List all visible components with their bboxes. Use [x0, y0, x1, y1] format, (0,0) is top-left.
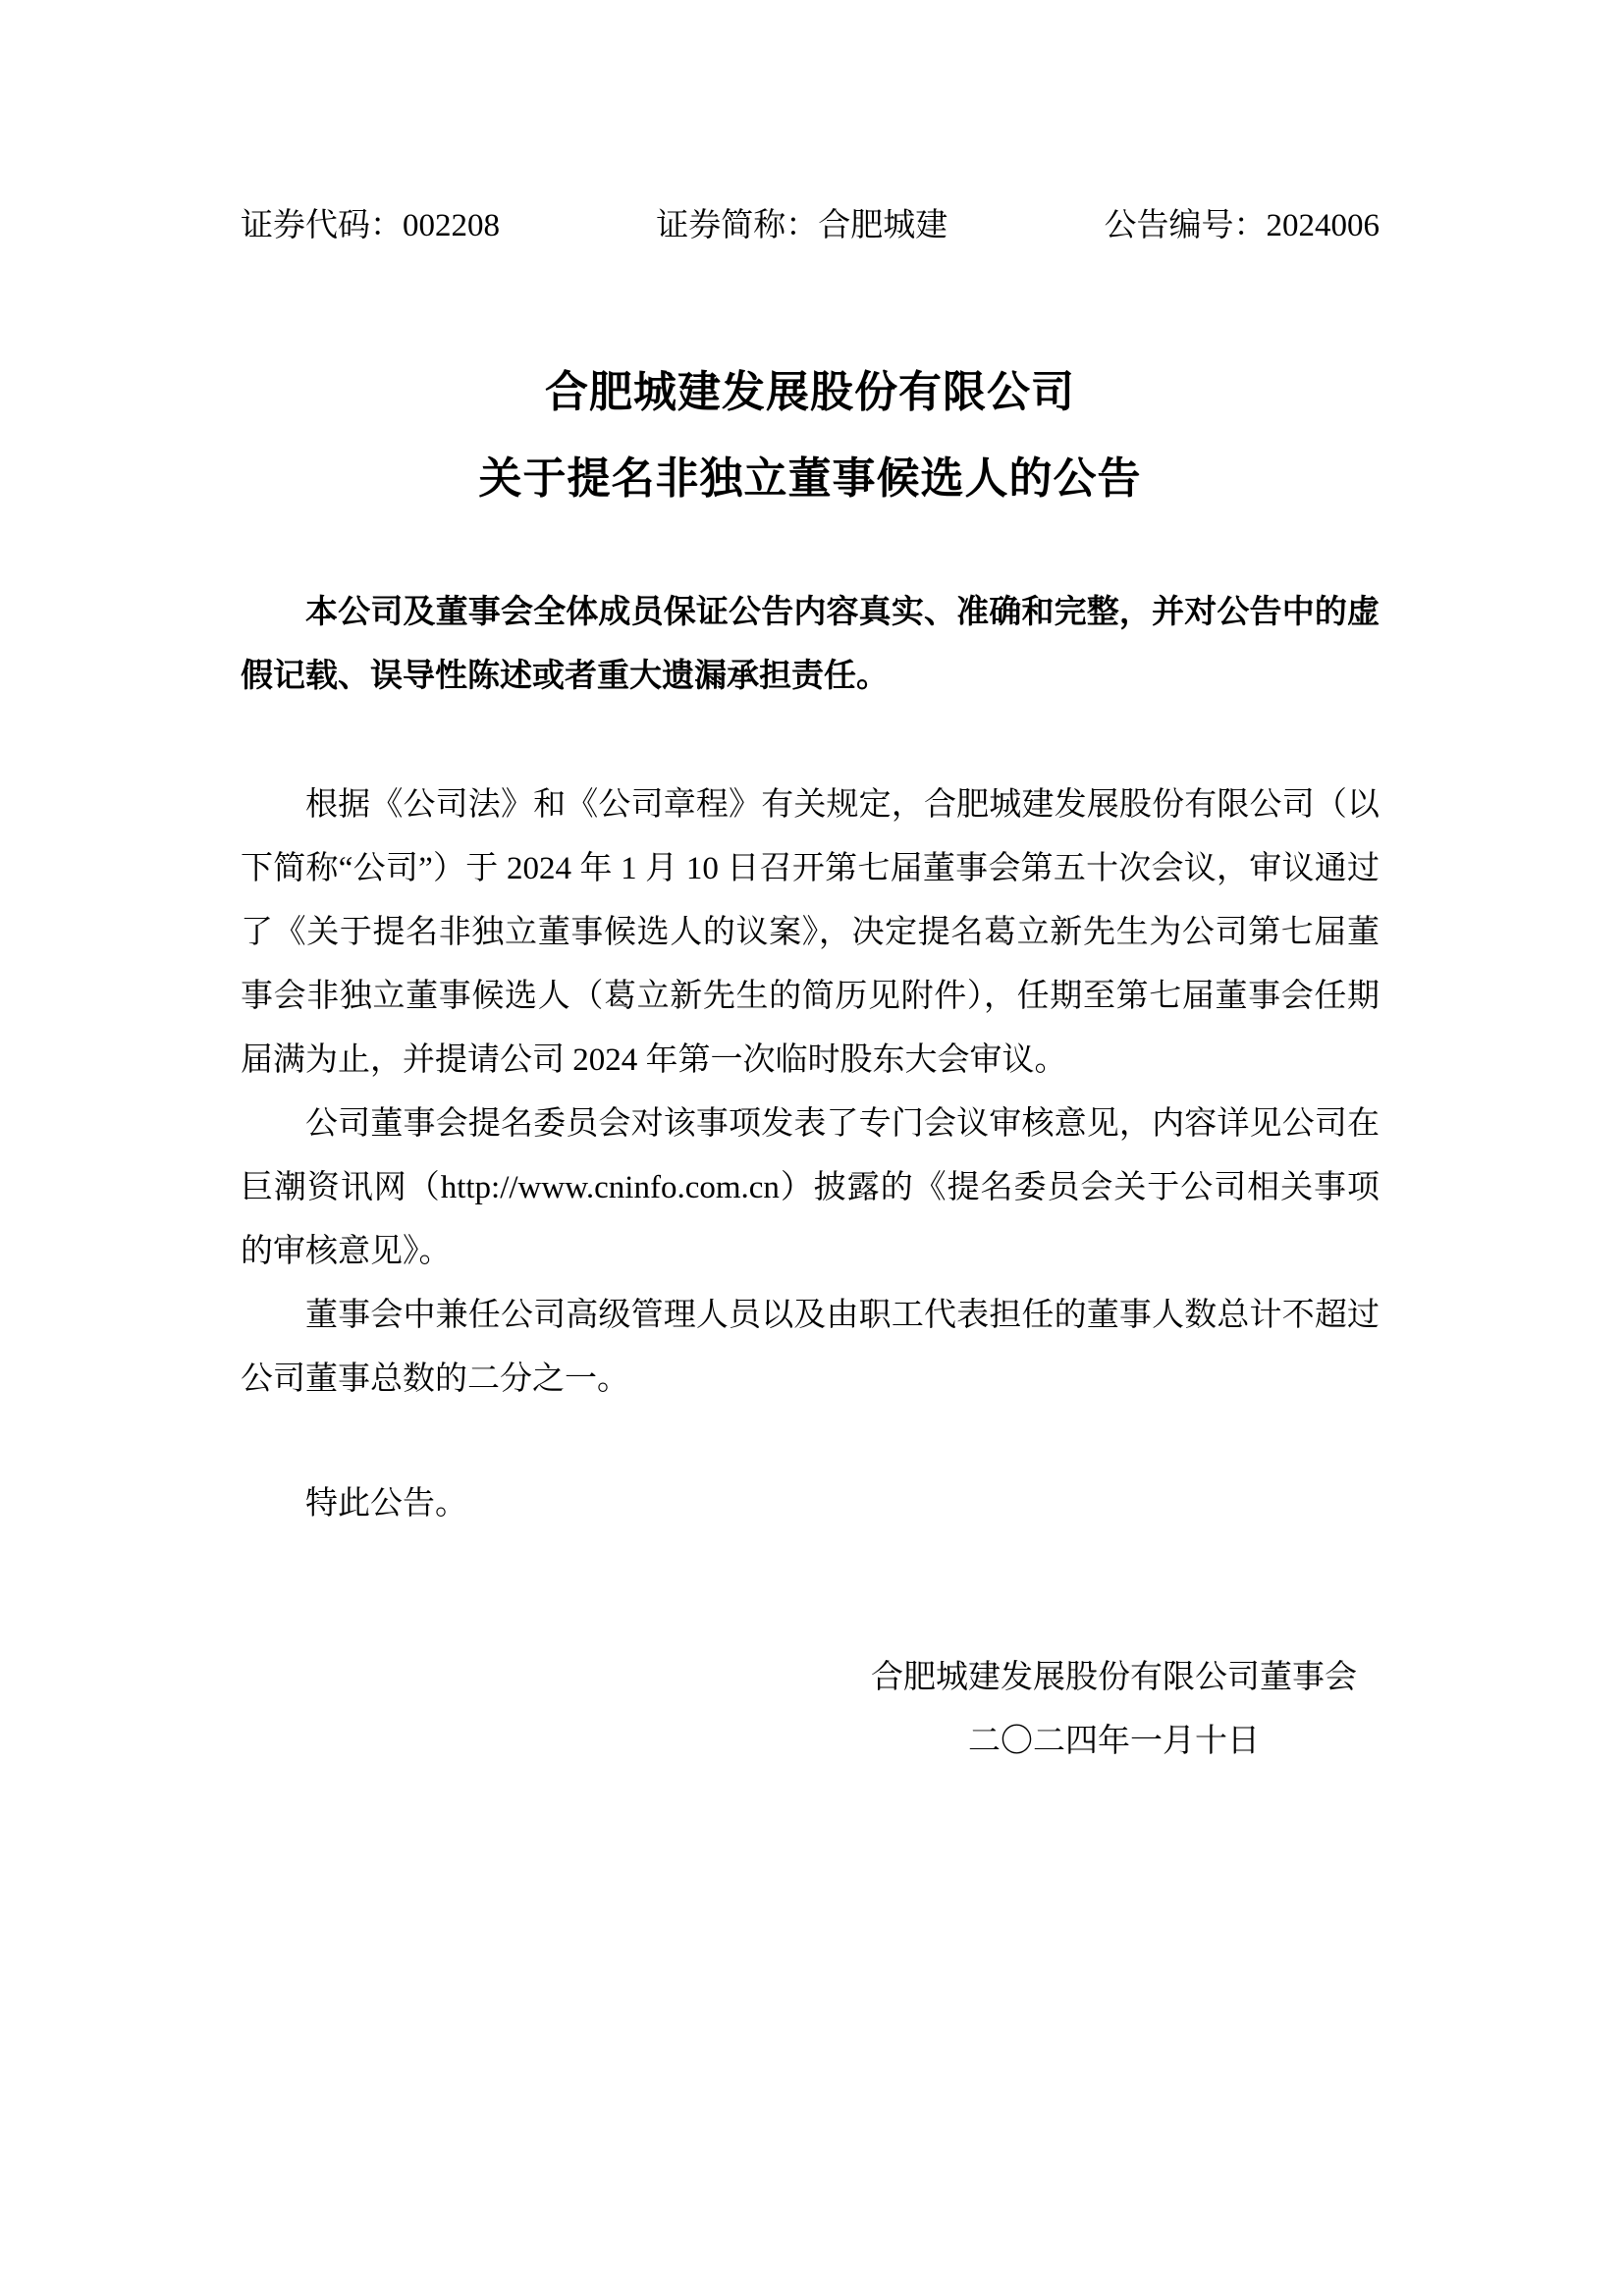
closing-line: 特此公告。 — [305, 1486, 467, 1522]
document-header — [241, 206, 1380, 245]
stock-short-name-label: 证券简称：合肥城建 — [656, 208, 948, 243]
signature-block — [871, 1646, 1357, 1774]
paragraph-director-ratio: 董事会中兼任公司高级管理人员以及由职工代表担任的董事人数总计不超过公司董事总数的二分之一。 — [241, 1298, 1380, 1397]
signature-company-line: 合肥城建发展股份有限公司董事会 — [871, 1660, 1357, 1695]
announcement-number-label: 公告编号：2024006 — [1104, 208, 1380, 243]
stock-code-label: 证券代码：002208 — [241, 208, 500, 243]
paragraph-nomination-committee: 公司董事会提名委员会对该事项发表了专门会议审核意见，内容详见公司在巨潮资讯网（http://www.cninfo.com.cn）披露的《提名委员会关于公司相关事项的审核意见》。 — [241, 1106, 1380, 1269]
truthfulness-statement: 本公司及董事会全体成员保证公告内容真实、准确和完整，并对公告中的虚假记载、误导性陈述或者重大遗漏承担责任。 — [241, 595, 1380, 694]
document-title — [241, 349, 1380, 522]
company-name-title: 合肥城建发展股份有限公司 — [545, 368, 1075, 416]
paragraph-board-resolution: 根据《公司法》和《公司章程》有关规定，合肥城建发展股份有限公司（以下简称“公司”）于 2024 年 1 月 10 日召开第七届董事会第五十次会议，审议通过了《关于提名非独立董事候选人的议案》，决定提名葛立新先生为公司第七届董事会非独立董事候选人（葛立新先生的简历见附件），任期至第七届董事会任期届满为止，并提请公司 2024 年第一次临时股东大会审议。 — [241, 787, 1380, 1078]
announcement-subject-title: 关于提名非独立董事候选人的公告 — [478, 454, 1142, 503]
signature-date-line: 二〇二四年一月十日 — [968, 1724, 1260, 1759]
